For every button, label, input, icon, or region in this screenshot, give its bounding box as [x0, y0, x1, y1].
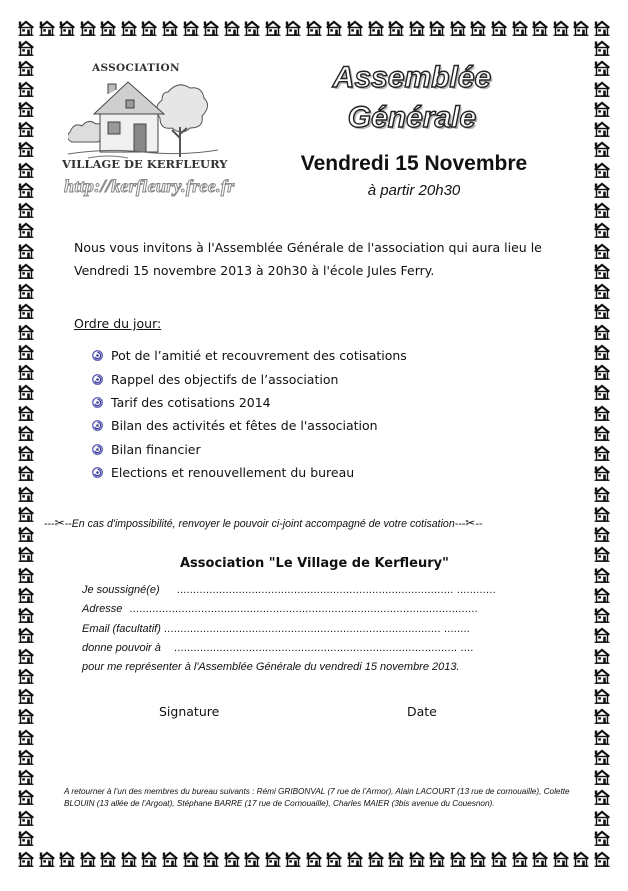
house-border-icon	[594, 810, 610, 826]
form-line-statement: pour me représenter à l'Assemblée Générale du vendredi 15 novembre 2013.	[82, 661, 460, 673]
house-border-icon	[18, 222, 34, 238]
house-border-bottom	[18, 851, 610, 867]
invitation-paragraph	[74, 236, 574, 282]
house-border-icon	[491, 20, 507, 36]
house-border-icon	[18, 121, 34, 137]
house-border-icon	[553, 20, 569, 36]
cut-line	[44, 516, 584, 530]
house-border-icon	[594, 81, 610, 97]
signature-label: Signature	[159, 704, 220, 719]
house-border-icon	[18, 789, 34, 805]
logo-village-name: VILLAGE DE KERFLEURY	[62, 157, 228, 171]
house-border-icon	[470, 851, 486, 867]
house-border-icon	[368, 20, 384, 36]
swirl-bullet-icon	[92, 350, 103, 361]
house-border-icon	[18, 40, 34, 56]
house-border-icon	[306, 851, 322, 867]
house-border-icon	[18, 283, 34, 299]
house-border-icon	[18, 202, 34, 218]
cut-line-prefix: ---	[44, 518, 55, 530]
house-border-icon	[18, 567, 34, 583]
house-border-icon	[532, 20, 548, 36]
house-border-icon	[18, 769, 34, 785]
house-border-icon	[100, 20, 116, 36]
proxy-form-title: Association "Le Village de Kerfleury"	[180, 556, 449, 571]
house-border-icon	[18, 263, 34, 279]
house-border-icon	[553, 851, 569, 867]
invitation-line-2: Vendredi 15 novembre 2013 à 20h30 à l'école Jules Ferry.	[74, 263, 435, 278]
house-border-icon	[409, 20, 425, 36]
house-border-icon	[224, 851, 240, 867]
house-border-icon	[594, 303, 610, 319]
house-border-icon	[512, 20, 528, 36]
swirl-bullet-icon	[92, 420, 103, 431]
house-border-icon	[594, 465, 610, 481]
house-border-icon	[39, 851, 55, 867]
house-border-icon	[594, 648, 610, 664]
house-border-icon	[224, 20, 240, 36]
house-border-icon	[18, 101, 34, 117]
house-border-icon	[594, 567, 610, 583]
house-border-icon	[59, 851, 75, 867]
house-border-icon	[429, 20, 445, 36]
swirl-bullet-icon	[92, 397, 103, 408]
house-border-left	[18, 40, 34, 846]
house-border-icon	[18, 465, 34, 481]
house-border-icon	[18, 324, 34, 340]
house-border-icon	[162, 851, 178, 867]
house-border-icon	[18, 182, 34, 198]
house-border-icon	[594, 546, 610, 562]
house-border-icon	[244, 20, 260, 36]
house-border-icon	[141, 851, 157, 867]
agenda-item-text: Elections et renouvellement du bureau	[111, 465, 355, 481]
house-border-icon	[388, 851, 404, 867]
house-border-icon	[573, 851, 589, 867]
house-border-icon	[285, 20, 301, 36]
house-border-icon	[244, 851, 260, 867]
house-border-icon	[306, 20, 322, 36]
house-border-icon	[18, 627, 34, 643]
house-border-icon	[18, 486, 34, 502]
house-border-icon	[594, 627, 610, 643]
house-border-icon	[594, 749, 610, 765]
house-border-icon	[594, 526, 610, 542]
agenda-item	[92, 438, 407, 461]
agenda-item-text: Tarif des cotisations 2014	[111, 394, 271, 410]
title-line-1: Assemblée	[332, 61, 492, 94]
house-border-icon	[594, 851, 610, 867]
house-border-icon	[594, 344, 610, 360]
house-border-icon	[18, 384, 34, 400]
house-border-icon	[18, 364, 34, 380]
house-border-icon	[265, 20, 281, 36]
house-border-icon	[450, 20, 466, 36]
house-border-icon	[141, 20, 157, 36]
house-border-icon	[18, 243, 34, 259]
event-time: à partir 20h30	[367, 182, 461, 199]
agenda-list	[92, 344, 407, 484]
date-label: Date	[407, 704, 437, 719]
house-border-icon	[18, 445, 34, 461]
house-border-icon	[594, 830, 610, 846]
house-border-icon	[594, 607, 610, 623]
logo-association-text: ASSOCIATION	[92, 62, 180, 74]
house-border-icon	[18, 587, 34, 603]
house-border-icon	[326, 20, 342, 36]
house-border-icon	[347, 851, 363, 867]
house-border-icon	[18, 162, 34, 178]
house-border-icon	[18, 708, 34, 724]
agenda-heading: Ordre du jour:	[74, 316, 162, 331]
house-border-icon	[594, 40, 610, 56]
swirl-bullet-icon	[92, 444, 103, 455]
house-border-icon	[594, 101, 610, 117]
house-border-icon	[491, 851, 507, 867]
house-border-icon	[594, 506, 610, 522]
cottage-drawing-icon	[68, 72, 218, 162]
form-dots-name: ..................................................................................... ............	[176, 584, 496, 596]
form-label-address: Adresse	[82, 603, 123, 615]
house-border-icon	[18, 344, 34, 360]
house-border-icon	[594, 405, 610, 421]
house-border-icon	[18, 141, 34, 157]
house-border-icon	[80, 20, 96, 36]
scissors-icon: ✂	[465, 516, 476, 530]
house-border-icon	[183, 851, 199, 867]
title-line-2: Générale	[347, 101, 477, 134]
house-border-icon	[121, 20, 137, 36]
house-border-icon	[18, 506, 34, 522]
house-border-icon	[512, 851, 528, 867]
agenda-item-text: Pot de l’amitié et recouvrement des cotisations	[111, 348, 407, 364]
return-instructions: A retourner à l’un des membres du bureau suivants : Rémi GRIBONVAL (7 rue de l’Armor), Alain LACOURT (13 rue de cornouaille), Colette BLOUIN (13 allée de l’Argoat), Stéphane BARRE (17 rue de Cornouaille), Charles MAIER (3bis avenue du Couesnon).	[64, 787, 570, 808]
swirl-bullet-icon	[92, 467, 103, 478]
house-border-icon	[18, 405, 34, 421]
house-border-icon	[162, 20, 178, 36]
agenda-item-text: Bilan des activités et fêtes de l'association	[111, 418, 378, 434]
house-border-icon	[594, 364, 610, 380]
house-border-top	[18, 20, 610, 36]
house-border-icon	[532, 851, 548, 867]
house-border-icon	[470, 20, 486, 36]
house-border-icon	[594, 425, 610, 441]
logo-website-url: http://kerfleury.free.fr	[64, 176, 235, 196]
scissors-icon: ✂	[54, 516, 65, 530]
house-border-icon	[80, 851, 96, 867]
house-border-icon	[594, 283, 610, 299]
house-border-icon	[594, 384, 610, 400]
form-dots-address: ...........................................................................................................	[129, 603, 478, 615]
form-dots-email: ..................................................................................... ........	[163, 623, 470, 635]
house-border-icon	[368, 851, 384, 867]
agenda-item	[92, 461, 407, 484]
event-date: Vendredi 15 Novembre	[300, 152, 528, 175]
house-border-icon	[203, 20, 219, 36]
house-border-icon	[203, 851, 219, 867]
house-border-icon	[18, 810, 34, 826]
agenda-item	[92, 367, 407, 390]
house-border-icon	[100, 851, 116, 867]
house-border-icon	[594, 769, 610, 785]
form-line-address	[82, 603, 478, 615]
house-border-icon	[450, 851, 466, 867]
house-border-icon	[39, 20, 55, 36]
house-border-icon	[594, 162, 610, 178]
agenda-item	[92, 344, 407, 367]
house-border-icon	[59, 20, 75, 36]
house-border-icon	[18, 81, 34, 97]
house-border-icon	[594, 20, 610, 36]
house-border-icon	[594, 141, 610, 157]
house-border-icon	[594, 729, 610, 745]
house-border-icon	[594, 587, 610, 603]
house-border-icon	[594, 121, 610, 137]
house-border-icon	[409, 851, 425, 867]
form-label-proxy: donne pouvoir à	[82, 642, 161, 654]
house-border-icon	[594, 668, 610, 684]
house-border-icon	[388, 20, 404, 36]
house-border-icon	[573, 20, 589, 36]
house-border-icon	[594, 688, 610, 704]
house-border-icon	[265, 851, 281, 867]
house-border-right	[594, 40, 610, 846]
house-border-icon	[326, 851, 342, 867]
house-border-icon	[594, 324, 610, 340]
house-border-icon	[347, 20, 363, 36]
house-border-icon	[18, 688, 34, 704]
house-border-icon	[18, 851, 34, 867]
house-border-icon	[594, 222, 610, 238]
house-border-icon	[594, 708, 610, 724]
agenda-item	[92, 414, 407, 437]
house-border-icon	[594, 243, 610, 259]
form-label-name: Je soussigné(e)	[82, 584, 160, 596]
agenda-item	[92, 391, 407, 414]
house-border-icon	[594, 202, 610, 218]
association-logo	[56, 56, 235, 206]
form-line-email	[82, 623, 470, 635]
house-border-icon	[18, 425, 34, 441]
agenda-item-text: Rappel des objectifs de l’association	[111, 371, 339, 387]
house-border-icon	[429, 851, 445, 867]
swirl-bullet-icon	[92, 374, 103, 385]
house-border-icon	[18, 607, 34, 623]
page-title	[282, 58, 542, 138]
house-border-icon	[18, 60, 34, 76]
form-label-email: Email (facultatif)	[82, 623, 161, 635]
house-border-icon	[18, 20, 34, 36]
house-border-icon	[18, 526, 34, 542]
house-border-icon	[18, 648, 34, 664]
house-border-icon	[18, 303, 34, 319]
house-border-icon	[594, 182, 610, 198]
house-border-icon	[183, 20, 199, 36]
invitation-line-1: Nous vous invitons à l'Assemblée Générale de l'association qui aura lieu le	[74, 240, 542, 255]
house-border-icon	[18, 729, 34, 745]
house-border-icon	[18, 830, 34, 846]
house-border-icon	[594, 263, 610, 279]
agenda-item-text: Bilan financier	[111, 441, 201, 457]
cut-line-suffix: --	[475, 518, 483, 530]
house-border-icon	[285, 851, 301, 867]
house-border-icon	[594, 445, 610, 461]
house-border-icon	[18, 749, 34, 765]
house-border-icon	[18, 546, 34, 562]
house-border-icon	[121, 851, 137, 867]
house-border-icon	[594, 60, 610, 76]
form-line-name	[82, 584, 496, 596]
house-border-icon	[594, 486, 610, 502]
house-border-icon	[594, 789, 610, 805]
cut-line-text: --En cas d'impossibilité, renvoyer le pouvoir ci-joint accompagné de votre cotisation---	[64, 518, 466, 530]
form-dots-proxy: ....................................................................................... ....	[173, 642, 474, 654]
house-border-icon	[18, 668, 34, 684]
form-line-proxy	[82, 642, 474, 654]
